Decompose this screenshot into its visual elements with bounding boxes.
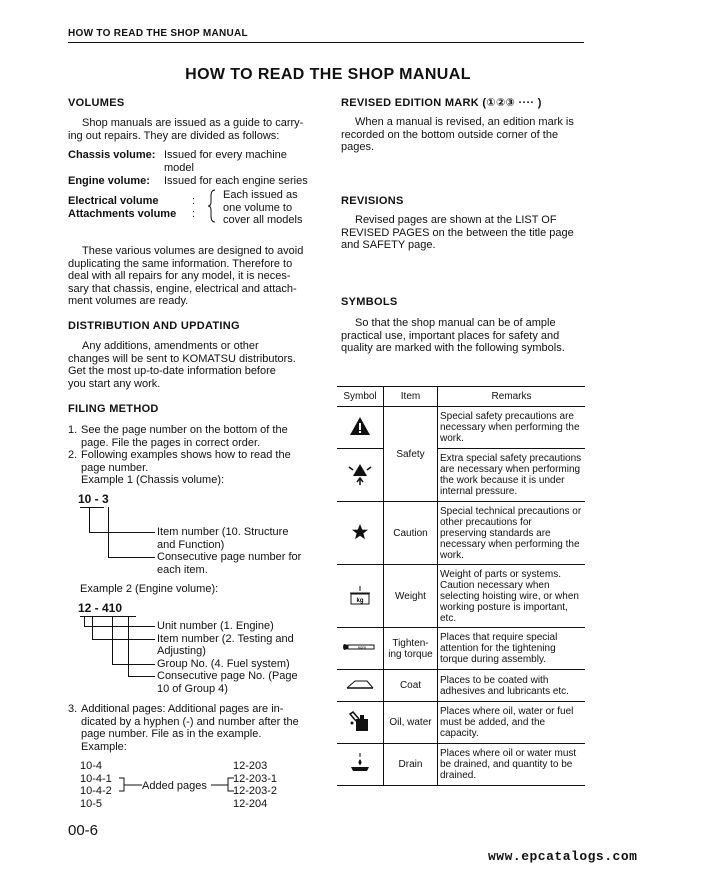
col-header-symbol: Symbol xyxy=(337,387,384,407)
filing-item-3: 3. Additional pages: Additional pages are in- dicated by a hyphen (-) and number after the page number. File as in the example. Example: xyxy=(68,703,299,753)
revised-mark-heading: REVISED EDITION MARK (①②③ ···· ) xyxy=(341,97,542,109)
item-cell: Drain xyxy=(384,744,438,786)
svg-text:kgm: kgm xyxy=(358,644,366,650)
revisions-text: Revised pages are shown at the LIST OF REVISED PAGES on the between the title page and SAFETY page. xyxy=(341,214,574,252)
symbol-cell xyxy=(337,565,384,628)
symbol-cell xyxy=(337,670,384,702)
symbol-cell xyxy=(337,702,384,744)
item-cell: Coat xyxy=(384,670,438,702)
table-row xyxy=(337,565,585,628)
table-row xyxy=(337,449,585,502)
remarks-cell: Extra special safety precautions are necessary when performing the work because it is under internal pressure. xyxy=(438,449,586,502)
each-volume-desc: Each issued as one volume to cover all models xyxy=(223,189,303,227)
symbol-cell xyxy=(337,502,384,565)
coat-icon xyxy=(345,677,375,691)
remarks-cell: Special safety precautions are necessary when performing the work. xyxy=(438,407,586,449)
table-header-row xyxy=(337,387,585,407)
oil-can-icon xyxy=(347,709,373,733)
symbol-cell xyxy=(337,744,384,786)
pressure-warning-icon xyxy=(347,461,373,487)
left-pages: 10-4 10-4-1 10-4-2 10-5 xyxy=(80,760,112,810)
table-row xyxy=(337,407,585,449)
electrical-volume-label: Electrical volume xyxy=(68,195,159,207)
left-bracket xyxy=(118,774,144,796)
col-header-item: Item xyxy=(384,387,438,407)
table-row xyxy=(337,628,585,670)
table-row xyxy=(337,744,585,786)
engine-volume-row: Engine volume: Issued for each engine series xyxy=(68,175,308,187)
example2-code: 12 - 410 xyxy=(78,601,123,615)
remarks-cell: Places that require special attention for the tightening torque during assembly. xyxy=(438,628,586,670)
volumes-paragraph: These various volumes are designed to avoid duplicating the same information. Therefore to deal with all repairs for any model, it is neces- sary that chassis, engine, electrical and attach- ment volumes are ready. xyxy=(68,245,304,308)
filing-heading: FILING METHOD xyxy=(68,403,159,415)
remarks-cell: Places where oil or water must be drained, and quantity to be drained. xyxy=(438,744,586,786)
attachments-volume-label: Attachments volume xyxy=(68,208,177,220)
symbols-heading: SYMBOLS xyxy=(341,296,398,308)
svg-text:kg: kg xyxy=(356,597,364,604)
revisions-heading: REVISIONS xyxy=(341,195,404,207)
symbol-cell xyxy=(337,407,384,449)
example1-labels: Item number (10. Structure and Function) Consecutive page number for each item. xyxy=(157,526,302,576)
warning-triangle-icon xyxy=(349,416,371,436)
page-title: HOW TO READ THE SHOP MANUAL xyxy=(185,66,471,83)
col-header-remarks: Remarks xyxy=(438,387,586,407)
revised-mark-text: When a manual is revised, an edition mark is recorded on the bottom outside corner of the pages. xyxy=(341,116,574,154)
page-number: 00-6 xyxy=(68,822,99,839)
volumes-heading: VOLUMES xyxy=(68,97,125,109)
remarks-cell: Special technical precautions or other precautions for preserving standards are necessary when performing the work. xyxy=(438,502,586,565)
symbol-cell xyxy=(337,628,384,670)
symbols-table xyxy=(337,386,585,786)
torque-wrench-icon xyxy=(342,640,378,654)
example1-code: 10 - 3 xyxy=(78,492,109,506)
symbol-cell xyxy=(337,449,384,502)
filing-item-1: 1. See the page number on the bottom of the page. File the pages in correct order. xyxy=(68,424,288,449)
item-cell: Oil, water xyxy=(384,702,438,744)
remarks-cell: Weight of parts or systems. Caution necessary when selecting hoisting wire, or when working posture is important, etc. xyxy=(438,565,586,628)
distribution-heading: DISTRIBUTION AND UPDATING xyxy=(68,320,240,332)
item-cell: Safety xyxy=(384,407,438,502)
volumes-intro: Shop manuals are issued as a guide to carry- ing out repairs. They are divided as follows: xyxy=(68,117,304,142)
added-pages-label: Added pages xyxy=(142,780,207,792)
chassis-volume-desc-2: model xyxy=(164,162,194,174)
item-cell: Weight xyxy=(384,565,438,628)
header-rule xyxy=(68,42,584,43)
remarks-cell: Places to be coated with adhesives and lubricants etc. xyxy=(438,670,586,702)
drain-icon xyxy=(348,751,372,775)
item-cell: Tighten-ing torque xyxy=(384,628,438,670)
watermark: www.epcatalogs.com xyxy=(488,849,638,864)
symbols-text: So that the shop manual can be of ample practical use, important places for safety and quality are marked with the following symbols. xyxy=(341,317,565,355)
chassis-volume-row: Chassis volume: Issued for every machine xyxy=(68,149,287,161)
example2-label: Example 2 (Engine volume): xyxy=(80,583,219,595)
remarks-cell: Places where oil, water or fuel must be added, and the capacity. xyxy=(438,702,586,744)
running-header: HOW TO READ THE SHOP MANUAL xyxy=(68,28,248,39)
electrical-colon: : xyxy=(192,195,196,207)
distribution-text: Any additions, amendments or other changes will be sent to KOMATSU distributors. Get the most up-to-date information before you start any work. xyxy=(68,340,296,390)
filing-item-2: 2. Following examples shows how to read the page number. Example 1 (Chassis volume): xyxy=(68,449,291,487)
item-cell: Caution xyxy=(384,502,438,565)
example2-labels: Unit number (1. Engine) Item number (2. Testing and Adjusting) Group No. (4. Fuel system) Consecutive page No. (Page 10 of Group 4) xyxy=(157,620,298,695)
right-pages: 12-203 12-203-1 12-203-2 12-204 xyxy=(233,760,278,810)
weight-icon xyxy=(346,584,374,606)
attachments-colon: : xyxy=(192,208,196,220)
table-row xyxy=(337,702,585,744)
table-row xyxy=(337,502,585,565)
brace-icon xyxy=(206,188,218,224)
star-icon xyxy=(351,523,369,541)
table-row xyxy=(337,670,585,702)
